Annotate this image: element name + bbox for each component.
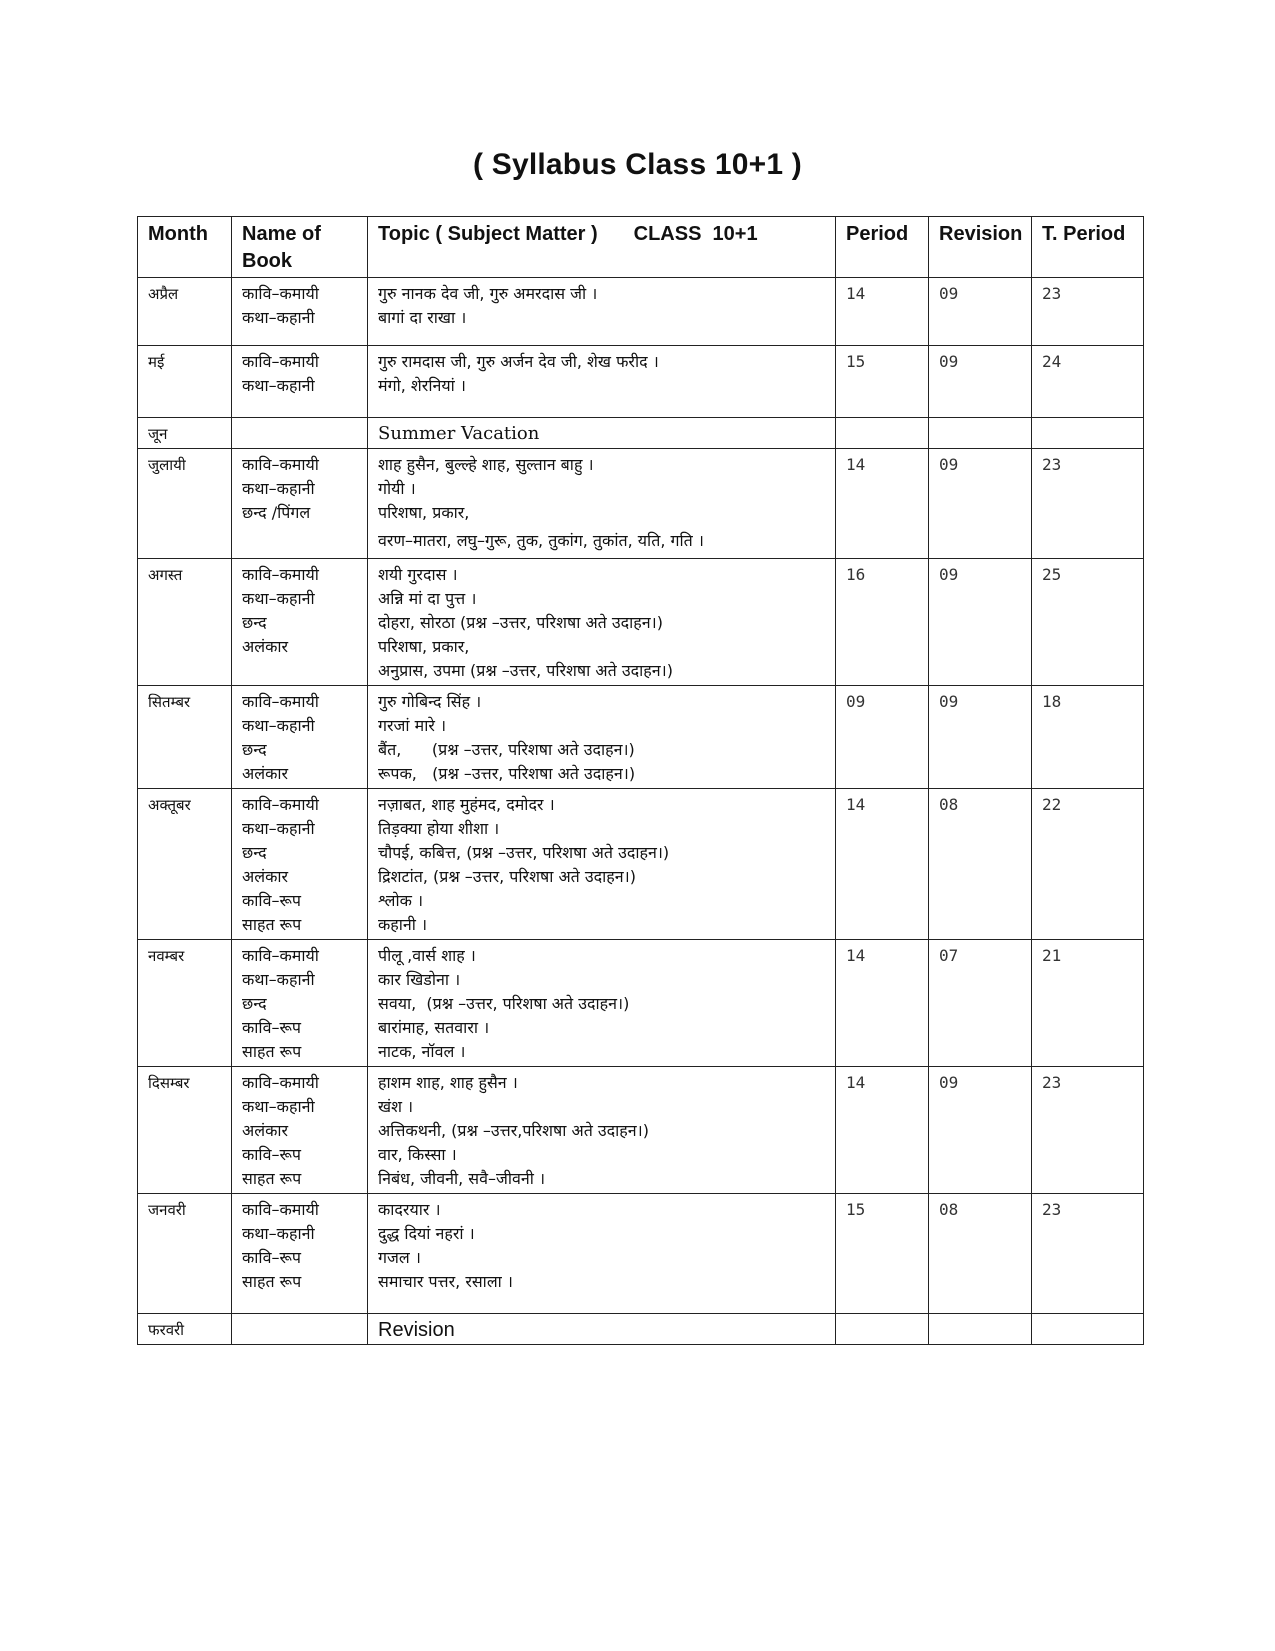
topic-line: अन्नि मां दा पुत्त । bbox=[378, 589, 477, 608]
total-period-cell bbox=[1032, 1314, 1144, 1345]
period-cell: 15 bbox=[836, 1194, 929, 1314]
month-cell bbox=[138, 940, 232, 1067]
book-name: कावि–कमायी bbox=[242, 352, 319, 371]
total-period-cell: 23 bbox=[1032, 278, 1144, 346]
book-name: कावि–कमायी bbox=[242, 795, 319, 814]
book-name: साहत रूप bbox=[242, 1169, 302, 1188]
book-name: कावि–रूप bbox=[242, 1248, 301, 1267]
topic-line: परिशषा, प्रकार, bbox=[378, 637, 470, 656]
book-name: अलंकार bbox=[242, 637, 289, 656]
total-period-cell: 25 bbox=[1032, 559, 1144, 686]
table-row bbox=[138, 559, 1144, 686]
book-cell bbox=[232, 686, 368, 789]
table-row bbox=[138, 1314, 1144, 1345]
book-name: कथा–कहानी bbox=[242, 479, 315, 498]
month-label: जनवरी bbox=[148, 1201, 186, 1219]
month-label: जुलायी bbox=[148, 456, 186, 474]
total-period-cell: 21 bbox=[1032, 940, 1144, 1067]
book-name: कावि–कमायी bbox=[242, 455, 319, 474]
period-cell: 14 bbox=[836, 278, 929, 346]
book-name: अलंकार bbox=[242, 867, 289, 886]
total-period-cell: 23 bbox=[1032, 449, 1144, 559]
month-label: फरवरी bbox=[148, 1321, 185, 1339]
period-cell: 16 bbox=[836, 559, 929, 686]
book-cell bbox=[232, 559, 368, 686]
book-name: छन्द bbox=[242, 613, 267, 632]
book-name: छन्द bbox=[242, 994, 267, 1013]
revision-cell: 09 bbox=[929, 559, 1032, 686]
month-cell bbox=[138, 278, 232, 346]
revision-cell bbox=[929, 418, 1032, 449]
total-period-cell: 18 bbox=[1032, 686, 1144, 789]
topic-line: कार खिडोना । bbox=[378, 970, 461, 989]
month-cell bbox=[138, 449, 232, 559]
topic-cell bbox=[368, 789, 836, 940]
book-name: कावि–रूप bbox=[242, 1018, 301, 1037]
book-name: कथा–कहानी bbox=[242, 716, 315, 735]
header-total-period: T. Period bbox=[1032, 217, 1144, 278]
topic-line: मंगो, शेरनियां । bbox=[378, 376, 466, 395]
month-label: जून bbox=[148, 425, 168, 443]
book-name: कथा–कहानी bbox=[242, 1224, 315, 1243]
book-name: छन्द /पिंगल bbox=[242, 503, 311, 522]
month-label: मई bbox=[148, 353, 165, 371]
topic-cell bbox=[368, 1314, 836, 1345]
book-cell bbox=[232, 1314, 368, 1345]
period-cell: 14 bbox=[836, 1067, 929, 1194]
total-period-cell bbox=[1032, 418, 1144, 449]
period-cell: 14 bbox=[836, 789, 929, 940]
book-name: कथा–कहानी bbox=[242, 308, 315, 327]
topic-line: Summer Vacation bbox=[378, 423, 540, 444]
book-name: अलंकार bbox=[242, 764, 289, 783]
month-cell bbox=[138, 1314, 232, 1345]
topic-line: वार, किस्सा । bbox=[378, 1145, 457, 1164]
topic-line: हाशम शाह, शाह हुसैन । bbox=[378, 1073, 518, 1092]
revision-cell bbox=[929, 1314, 1032, 1345]
book-name: कावि–रूप bbox=[242, 891, 301, 910]
period-cell bbox=[836, 418, 929, 449]
book-name: कथा–कहानी bbox=[242, 970, 315, 989]
book-cell bbox=[232, 449, 368, 559]
month-label: अगस्त bbox=[148, 566, 183, 584]
book-cell bbox=[232, 1194, 368, 1314]
month-cell bbox=[138, 1067, 232, 1194]
revision-cell: 08 bbox=[929, 789, 1032, 940]
header-topic-label: Topic ( Subject Matter ) bbox=[378, 223, 598, 245]
book-name: छन्द bbox=[242, 740, 267, 759]
topic-line: वरण–मातरा, लघु–गुरू, तुक, तुकांग, तुकांत, यति, गति । bbox=[378, 531, 704, 550]
book-name: कथा–कहानी bbox=[242, 589, 315, 608]
revision-cell: 09 bbox=[929, 346, 1032, 418]
book-name: अलंकार bbox=[242, 1121, 289, 1140]
book-name: कावि–कमायी bbox=[242, 284, 319, 303]
book-name: कथा–कहानी bbox=[242, 1097, 315, 1116]
period-cell: 14 bbox=[836, 940, 929, 1067]
book-name: छन्द bbox=[242, 843, 267, 862]
total-period-cell: 23 bbox=[1032, 1067, 1144, 1194]
topic-line: गरजां मारे । bbox=[378, 716, 447, 735]
revision-cell: 09 bbox=[929, 686, 1032, 789]
topic-cell bbox=[368, 449, 836, 559]
month-cell bbox=[138, 418, 232, 449]
topic-cell bbox=[368, 1194, 836, 1314]
total-period-cell: 24 bbox=[1032, 346, 1144, 418]
table-row bbox=[138, 940, 1144, 1067]
page-title: ( Syllabus Class 10+1 ) bbox=[473, 148, 802, 181]
period-cell bbox=[836, 1314, 929, 1345]
topic-line: द्रिशटांत, (प्रश्न –उत्तर, परिशषा अते उदाहन।) bbox=[378, 867, 636, 886]
period-cell: 15 bbox=[836, 346, 929, 418]
month-cell bbox=[138, 686, 232, 789]
book-name: साहत रूप bbox=[242, 1042, 302, 1061]
book-cell bbox=[232, 418, 368, 449]
header-topic bbox=[368, 217, 836, 278]
book-name: कावि–कमायी bbox=[242, 1073, 319, 1092]
topic-line: अत्तिकथनी, (प्रश्न –उत्तर,परिशषा अते उदाहन।) bbox=[378, 1121, 649, 1140]
month-label: नवम्बर bbox=[148, 947, 185, 965]
header-month: Month bbox=[138, 217, 232, 278]
month-cell bbox=[138, 346, 232, 418]
month-label: दिसम्बर bbox=[148, 1074, 190, 1092]
revision-cell: 09 bbox=[929, 1067, 1032, 1194]
month-label: अप्रैल bbox=[148, 285, 179, 303]
table-row bbox=[138, 449, 1144, 559]
book-cell bbox=[232, 789, 368, 940]
period-cell: 09 bbox=[836, 686, 929, 789]
topic-line: गुरु गोबिन्द सिंह । bbox=[378, 692, 482, 711]
book-name: कथा–कहानी bbox=[242, 376, 315, 395]
topic-line: कहानी । bbox=[378, 915, 428, 934]
topic-cell bbox=[368, 278, 836, 346]
topic-line: रूपक, (प्रश्न –उत्तर, परिशषा अते उदाहन।) bbox=[378, 764, 636, 783]
month-label: सितम्बर bbox=[148, 693, 191, 711]
table-header-row bbox=[138, 217, 1144, 278]
topic-line: श्लोक । bbox=[378, 891, 424, 910]
topic-line: पीलू ,वार्स शाह । bbox=[378, 946, 476, 965]
month-cell bbox=[138, 559, 232, 686]
topic-line: शाह हुसैन, बुल्ल्हे शाह, सुल्तान बाहु । bbox=[378, 455, 594, 474]
month-cell bbox=[138, 789, 232, 940]
topic-line: गुरु रामदास जी, गुरु अर्जन देव जी, शेख फरीद । bbox=[378, 352, 659, 371]
table-row bbox=[138, 278, 1144, 346]
topic-line: सवया, (प्रश्न –उत्तर, परिशषा अते उदाहन।) bbox=[378, 994, 630, 1013]
month-label: अक्तूबर bbox=[148, 796, 191, 814]
month-cell bbox=[138, 1194, 232, 1314]
topic-line: नज़ाबत, शाह मुहंमद, दमोदर । bbox=[378, 795, 555, 814]
book-name: कथा–कहानी bbox=[242, 819, 315, 838]
topic-line: दुद्ध दियां नहरां । bbox=[378, 1224, 475, 1243]
revision-cell: 09 bbox=[929, 449, 1032, 559]
topic-line: बागां दा राखा । bbox=[378, 308, 467, 327]
total-period-cell: 22 bbox=[1032, 789, 1144, 940]
topic-line: गजल । bbox=[378, 1248, 421, 1267]
table-row bbox=[138, 346, 1144, 418]
header-period: Period bbox=[836, 217, 929, 278]
book-name: कावि–कमायी bbox=[242, 565, 319, 584]
book-cell bbox=[232, 940, 368, 1067]
topic-line: दोहरा, सोरठा (प्रश्न –उत्तर, परिशषा अते उदाहन।) bbox=[378, 613, 663, 632]
topic-line: खंश । bbox=[378, 1097, 414, 1116]
topic-cell bbox=[368, 1067, 836, 1194]
topic-cell bbox=[368, 418, 836, 449]
topic-line: चौपई, कबित्त, (प्रश्न –उत्तर, परिशषा अते उदाहन।) bbox=[378, 843, 670, 862]
topic-line: Revision bbox=[378, 1319, 455, 1341]
header-revision: Revision bbox=[929, 217, 1032, 278]
revision-cell: 08 bbox=[929, 1194, 1032, 1314]
topic-line: शयी गुरदास । bbox=[378, 565, 458, 584]
book-name: कावि–रूप bbox=[242, 1145, 301, 1164]
topic-line: समाचार पत्तर, रसाला । bbox=[378, 1272, 513, 1291]
book-name: कावि–कमायी bbox=[242, 692, 319, 711]
topic-line: अनुप्रास, उपमा (प्रश्न –उत्तर, परिशषा अते उदाहन।) bbox=[378, 661, 673, 680]
revision-cell: 09 bbox=[929, 278, 1032, 346]
topic-cell bbox=[368, 559, 836, 686]
book-name: साहत रूप bbox=[242, 915, 302, 934]
topic-cell bbox=[368, 940, 836, 1067]
topic-line: परिशषा, प्रकार, bbox=[378, 503, 470, 522]
table-row bbox=[138, 418, 1144, 449]
book-cell bbox=[232, 278, 368, 346]
book-cell bbox=[232, 346, 368, 418]
book-name: कावि–कमायी bbox=[242, 946, 319, 965]
topic-line: बारांमाह, सतवारा । bbox=[378, 1018, 490, 1037]
table-row bbox=[138, 1194, 1144, 1314]
book-name: साहत रूप bbox=[242, 1272, 302, 1291]
header-book: Name of Book bbox=[232, 217, 368, 278]
topic-line: निबंध, जीवनी, सवै–जीवनी । bbox=[378, 1169, 546, 1188]
topic-cell bbox=[368, 346, 836, 418]
topic-line: गुरु नानक देव जी, गुरु अमरदास जी । bbox=[378, 284, 598, 303]
topic-line: नाटक, नॉवल । bbox=[378, 1042, 466, 1061]
topic-line: कादरयार । bbox=[378, 1200, 441, 1219]
topic-cell bbox=[368, 686, 836, 789]
revision-cell: 07 bbox=[929, 940, 1032, 1067]
topic-line: बैंत, (प्रश्न –उत्तर, परिशषा अते उदाहन।) bbox=[378, 740, 635, 759]
header-class-label: CLASS 10+1 bbox=[633, 223, 758, 245]
book-name: कावि–कमायी bbox=[242, 1200, 319, 1219]
topic-line: तिड़क्या होया शीशा । bbox=[378, 819, 500, 838]
total-period-cell: 23 bbox=[1032, 1194, 1144, 1314]
book-cell bbox=[232, 1067, 368, 1194]
table-row bbox=[138, 1067, 1144, 1194]
syllabus-table bbox=[137, 216, 1144, 1345]
table-row bbox=[138, 789, 1144, 940]
period-cell: 14 bbox=[836, 449, 929, 559]
topic-line: गोयी । bbox=[378, 479, 416, 498]
table-row bbox=[138, 686, 1144, 789]
